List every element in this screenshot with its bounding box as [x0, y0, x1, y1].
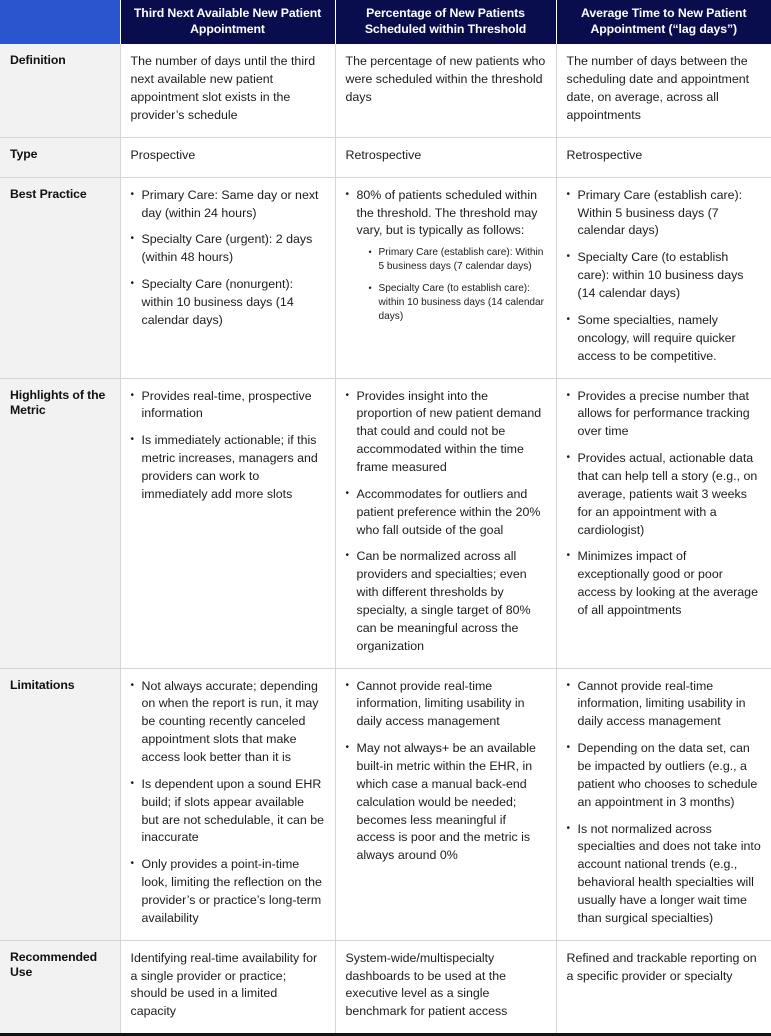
table-cell: [335, 137, 556, 177]
bullet-list: [567, 388, 762, 620]
bullet-item: [131, 432, 325, 503]
table-cell: [556, 177, 771, 378]
bullet-text: • Provides insight into the proportion of new patient demand that could and could not be accommodated within the time frame measured: [356, 388, 542, 474]
cell-text: System-wide/multispecialty dashboards to be used at the executive level as a single benchmark for patient access: [345, 950, 508, 1019]
row-label: Highlights of the Metric: [0, 378, 120, 668]
cell-text: Identifying real-time availability for a single provider or practice; should be used in a limited capacity: [130, 950, 318, 1019]
bullet-list: [346, 187, 546, 324]
bullet-item: [567, 312, 762, 366]
bullet-text: • Accommodates for outliers and patient preference within the 20% who fall outside of the goal: [356, 486, 541, 537]
bullet-text: • Only provides a point-in-time look, limiting the reflection on the provider’s or practice’s long-term availability: [141, 857, 322, 925]
bullet-list: [131, 388, 325, 504]
bullet-item: [567, 388, 762, 442]
bullet-text: • Specialty Care (urgent): 2 days (within 48 hours): [141, 232, 313, 265]
bullet-text: • Provides real-time, prospective information: [141, 388, 312, 421]
bullet-item: [346, 388, 546, 477]
bullet-text: • Minimizes impact of exceptionally good or poor access by looking at the average of all appointments: [577, 549, 758, 617]
cell-text: Refined and trackable reporting on a specific provider or specialty: [566, 950, 757, 983]
bullet-list: [131, 678, 325, 928]
table-cell: [556, 44, 771, 137]
table-cell: [120, 44, 335, 137]
table-cell: [120, 940, 335, 1034]
bullet-text: • 80% of patients scheduled within the threshold. The threshold may vary, but is typically as follows:: [356, 187, 538, 238]
bullet-text: • Primary Care: Same day or next day (within 24 hours): [141, 187, 319, 220]
table-row: [0, 177, 771, 378]
bullet-item: [131, 231, 325, 267]
bullet-item: [567, 678, 762, 732]
bullet-text: • Some specialties, namely oncology, will require quicker access to be competitive.: [577, 312, 736, 363]
bullet-text: • Is dependent upon a sound EHR build; if slots appear available but are not schedulable, it can be inaccurate: [141, 776, 325, 845]
column-header-average-time-lag-days: Average Time to New Patient Appointment (“lag days”): [556, 0, 771, 44]
bullet-text: • Provides actual, actionable data that can help tell a story (e.g., on average, patients wait 3 weeks for an appointment with a cardiologist): [577, 451, 758, 537]
bullet-text: • Depending on the data set, can be impacted by outliers (e.g., a patient who chooses to schedule an appointment in 3 months): [577, 741, 758, 809]
bullet-item: [567, 249, 762, 303]
bullet-list: [346, 388, 546, 656]
sub-bullet-item: • Specialty Care (to establish care): within 10 business days (14 calendar days): [369, 282, 546, 324]
bullet-item: [346, 740, 546, 865]
bullet-text: • May not always+ be an available built-in metric within the EHR, in which case a manual back-end calculation would be needed; becomes less meaningful if access is poor and the metric is always around 0%: [356, 741, 536, 863]
bullet-item: [567, 821, 762, 928]
bullet-list: [346, 678, 546, 866]
column-header-percentage-within-threshold: Percentage of New Patients Scheduled within Threshold: [335, 0, 556, 44]
table-body: [0, 44, 771, 1034]
bullet-item: [567, 450, 762, 539]
cell-text: The number of days between the scheduling date and appointment date, on average, across all appointments: [566, 54, 750, 123]
bullet-text: • Can be normalized across all providers and specialties; even with different thresholds by specialty, a single target of 80% can be meaningful across the organization: [356, 549, 531, 653]
bullet-item: [346, 678, 546, 732]
cell-text: The percentage of new patients who were scheduled within the threshold days: [345, 54, 546, 105]
cell-text: Retrospective: [345, 147, 422, 162]
table-cell: [120, 378, 335, 668]
bullet-text: • Cannot provide real-time information, limiting usability in daily access management: [577, 678, 746, 729]
bullet-text: • Specialty Care (to establish care): within 10 business days (14 calendar days): [577, 250, 744, 301]
row-label: Recommended Use: [0, 940, 120, 1034]
column-header-third-next-available: Third Next Available New Patient Appointment: [120, 0, 335, 44]
table-row: [0, 940, 771, 1034]
bullet-item: [567, 740, 762, 811]
bullet-list: [131, 187, 325, 330]
table-row: [0, 44, 771, 137]
row-label: Definition: [0, 44, 120, 137]
bullet-list: [567, 678, 762, 928]
cell-text: Prospective: [130, 147, 196, 162]
table-cell: [335, 44, 556, 137]
bullet-item: [567, 187, 762, 241]
table-cell: [335, 940, 556, 1034]
bullet-item: [346, 486, 546, 540]
table-row: [0, 668, 771, 940]
row-label: Limitations: [0, 668, 120, 940]
bullet-text: • Is not normalized across specialties and does not take into account national trends (e.g., behavioral health specialties will usually have a longer wait time than surgical specialties): [577, 821, 761, 925]
header-row: [0, 0, 771, 44]
bullet-item: [346, 548, 546, 655]
sub-bullet-item: • Primary Care (establish care): Within 5 business days (7 calendar days): [369, 246, 546, 274]
bullet-list: [567, 187, 762, 366]
table-row: [0, 137, 771, 177]
bullet-item: [131, 388, 325, 424]
bullet-item: [131, 187, 325, 223]
table-cell: [556, 668, 771, 940]
bullet-text: • Not always accurate; depending on when the report is run, it may be counting recently canceled appointment slots that make access look better than it is: [141, 678, 319, 764]
header-corner-cell: [0, 0, 120, 44]
table-header: [0, 0, 771, 44]
bullet-text: • Cannot provide real-time information, limiting usability in daily access management: [356, 678, 525, 729]
row-label: Best Practice: [0, 177, 120, 378]
row-label: Type: [0, 137, 120, 177]
table-cell: [556, 378, 771, 668]
table-cell: [120, 137, 335, 177]
bullet-text: • Specialty Care (nonurgent): within 10 business days (14 calendar days): [141, 277, 294, 327]
table-cell: [335, 177, 556, 378]
bullet-item: [131, 776, 325, 847]
table-cell: [335, 378, 556, 668]
table-cell: [556, 940, 771, 1034]
bullet-item: [346, 187, 546, 324]
cell-text: The number of days until the third next available new patient appointment slot exists in the provider’s schedule: [130, 54, 316, 123]
bullet-item: [567, 548, 762, 619]
table-cell: [556, 137, 771, 177]
bullet-item: [131, 678, 325, 767]
bullet-text: • Primary Care (establish care): Within 5 business days (7 calendar days): [577, 187, 743, 238]
table-row: [0, 378, 771, 668]
bullet-text: • Is immediately actionable; if this metric increases, managers and providers can work to immediately add more slots: [141, 433, 318, 501]
sub-bullet-list: [357, 246, 546, 324]
bullet-text: • Provides a precise number that allows for performance tracking over time: [577, 388, 750, 439]
bullet-item: [131, 856, 325, 927]
table-cell: [335, 668, 556, 940]
cell-text: Retrospective: [566, 147, 643, 162]
bullet-item: [131, 276, 325, 330]
table-cell: [120, 668, 335, 940]
table-cell: [120, 177, 335, 378]
